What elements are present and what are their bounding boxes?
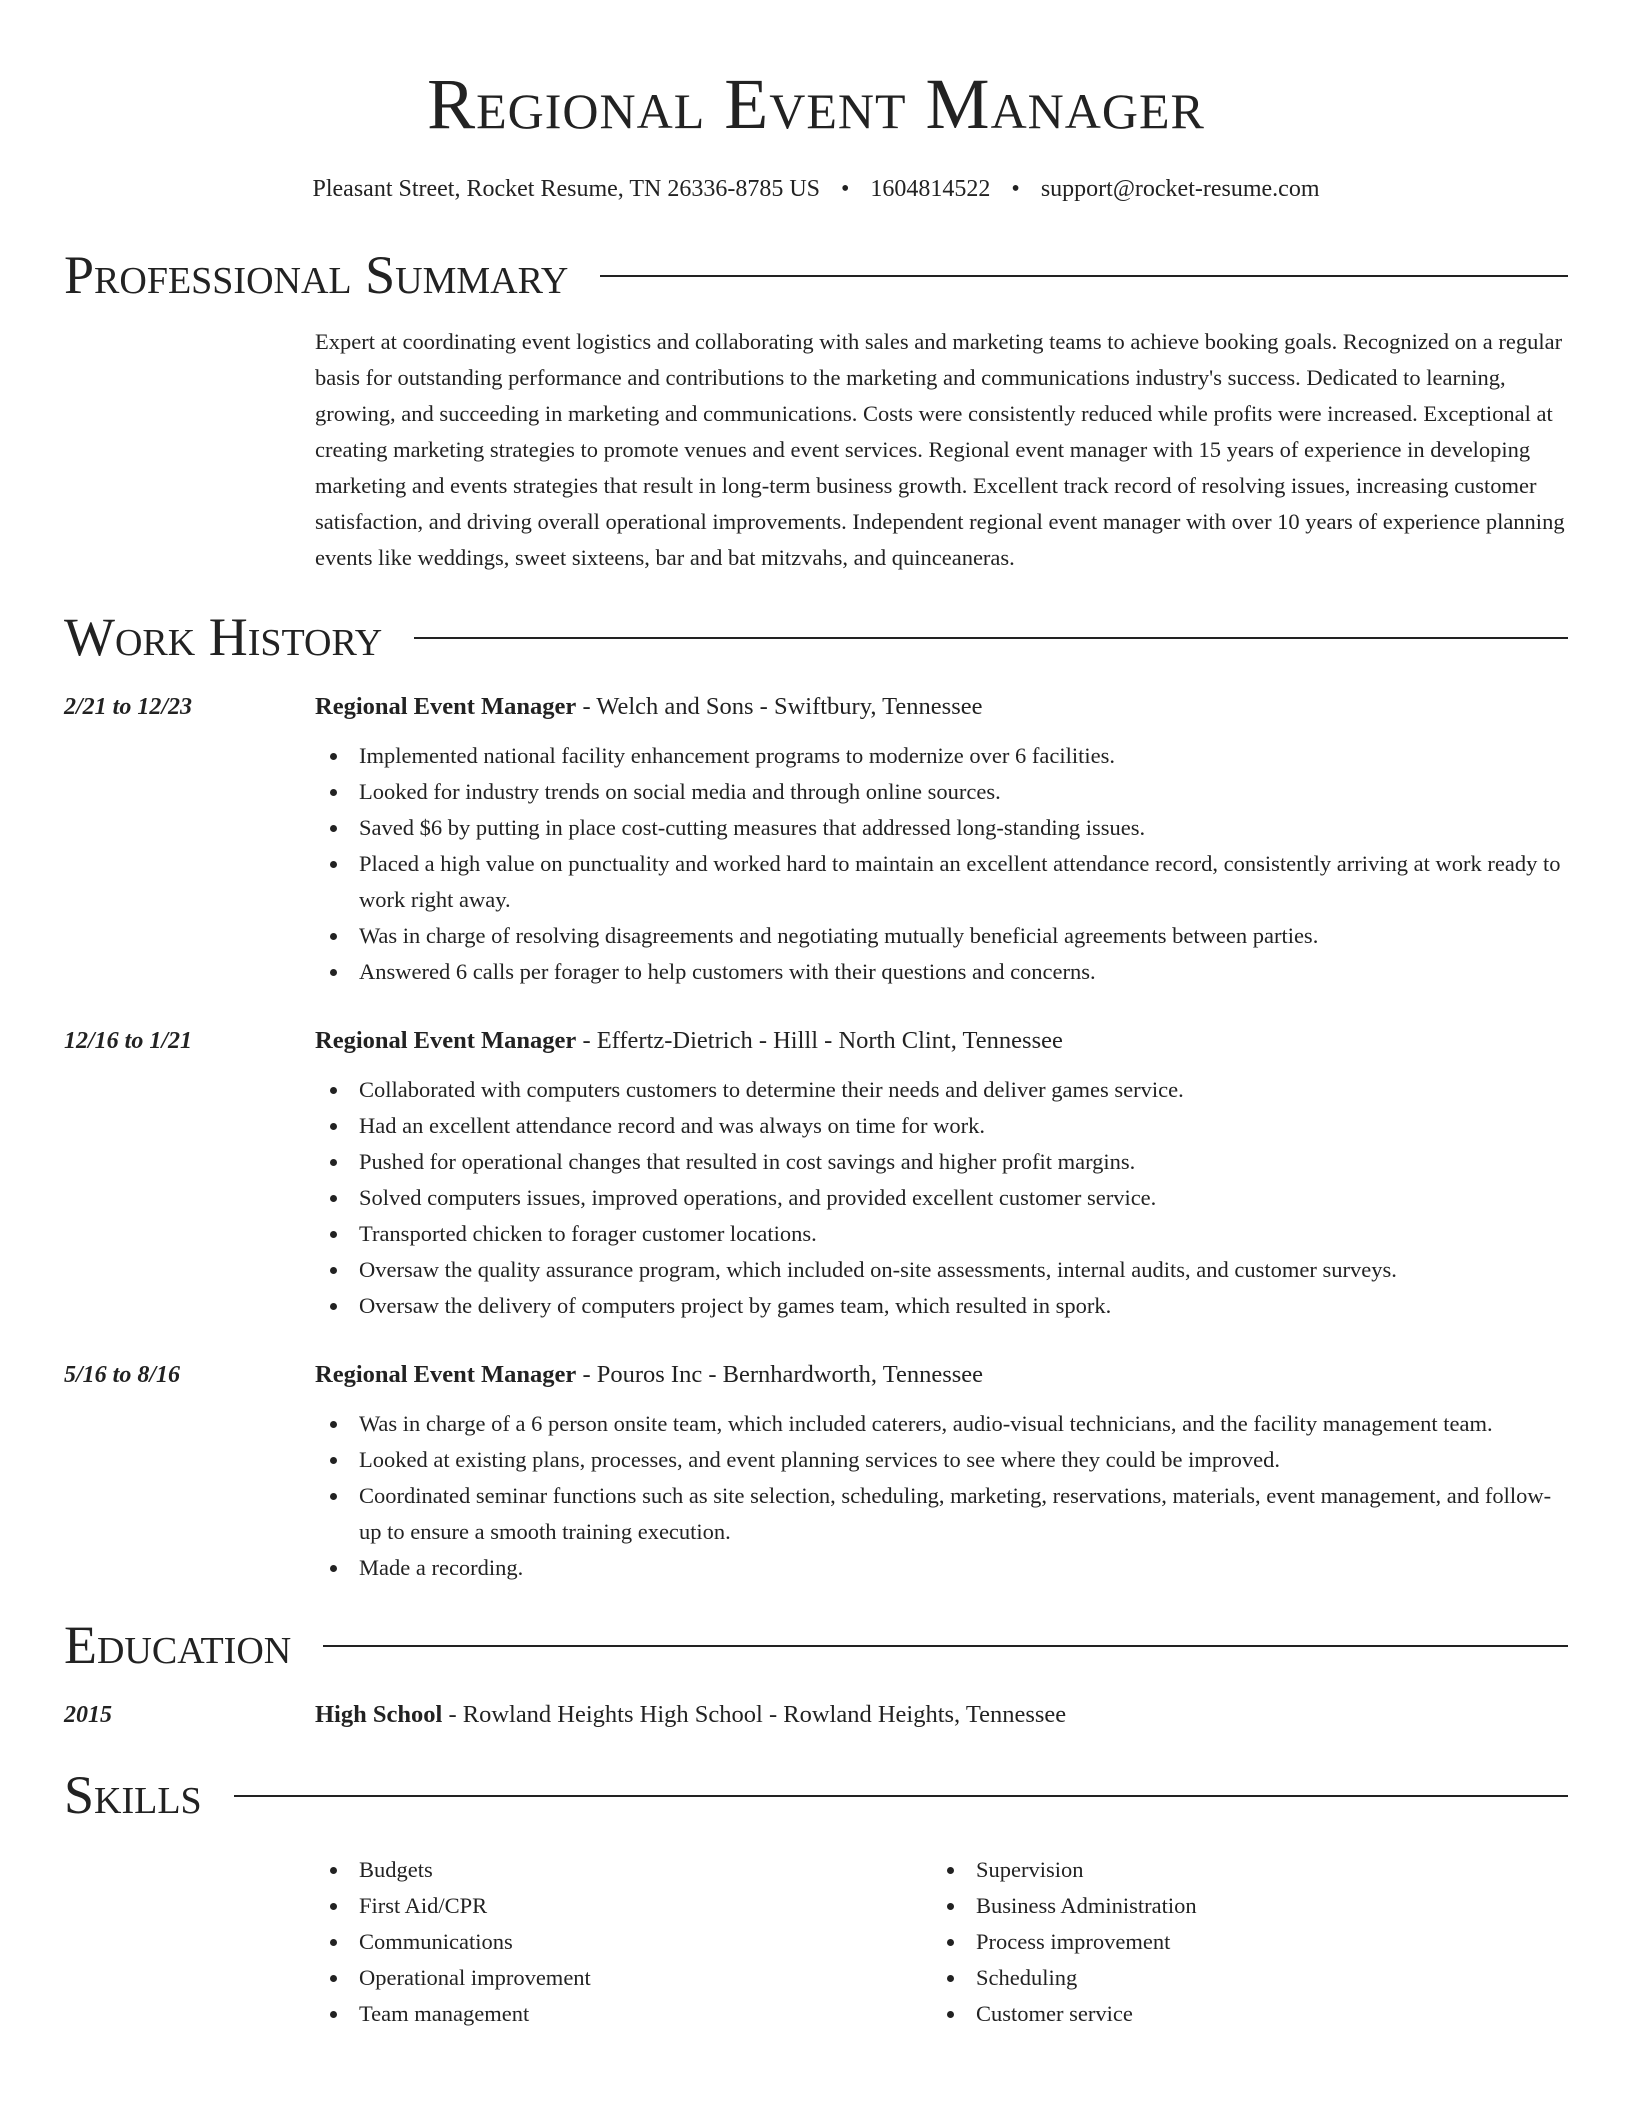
skills-column-right: [932, 1852, 1549, 2032]
education-heading: Education: [64, 1615, 292, 1675]
bullet-item: Saved $6 by putting in place cost-cutting measures that addressed long-standing issues.: [315, 810, 1568, 846]
skill-item: Team management: [315, 1996, 932, 2032]
bullet-item: Transported chicken to forager customer locations.: [315, 1216, 1568, 1252]
job-bullets: [315, 1072, 1568, 1324]
bullet-item: Made a recording.: [315, 1550, 1568, 1586]
job-entry: [64, 690, 1568, 990]
job-bullets: [315, 1406, 1568, 1586]
job-dates: 5/16 to 8/16: [64, 1362, 181, 1388]
contact-email: support@rocket-resume.com: [1040, 176, 1320, 202]
bullet-item: Pushed for operational changes that resulted in cost savings and higher profit margins.: [315, 1144, 1568, 1180]
skill-item: Customer service: [932, 1996, 1549, 2032]
skill-item: Communications: [315, 1924, 932, 1960]
section-divider: [600, 275, 1568, 277]
job-title: Regional Event Manager: [315, 1361, 577, 1388]
section-divider: [414, 637, 1568, 639]
job-bullets: [315, 738, 1568, 990]
bullet-item: Placed a high value on punctuality and worked hard to maintain an excellent attendance record, consistently arriving at work ready to work right away.: [315, 846, 1568, 918]
summary-heading: Professional Summary: [64, 245, 569, 305]
education-section-header: [64, 1615, 1568, 1675]
resume-name: Regional Event Manager: [427, 64, 1205, 144]
bullet-item: Looked at existing plans, processes, and event planning services to see where they could be improved.: [315, 1442, 1568, 1478]
skill-item: Process improvement: [932, 1924, 1549, 1960]
contact-address: Pleasant Street, Rocket Resume, TN 26336-8785 US: [312, 176, 820, 202]
job-dates: 2/21 to 12/23: [64, 694, 193, 720]
bullet-item: Oversaw the quality assurance program, which included on-site assessments, internal audits, and customer surveys.: [315, 1252, 1568, 1288]
job-title-line: [315, 1358, 1568, 1392]
job-details: - Pouros Inc - Bernhardworth, Tennessee: [576, 1361, 984, 1388]
bullet-item: Had an excellent attendance record and was always on time for work.: [315, 1108, 1568, 1144]
section-divider: [323, 1645, 1568, 1647]
bullet-item: Solved computers issues, improved operations, and provided excellent customer service.: [315, 1180, 1568, 1216]
job-details: - Welch and Sons - Swiftbury, Tennessee: [576, 693, 983, 720]
bullet-item: Coordinated seminar functions such as site selection, scheduling, marketing, reservations, materials, event management, and follow-up to ensure a smooth training execution.: [315, 1478, 1568, 1550]
resume-page: [64, 0, 1568, 2032]
bullet-item: Looked for industry trends on social media and through online sources.: [315, 774, 1568, 810]
contact-line: [64, 176, 1568, 203]
skills-column-left: [315, 1852, 932, 2032]
bullet-item: Was in charge of a 6 person onsite team, which included caterers, audio-visual technicians, and the facility management team.: [315, 1406, 1568, 1442]
job-title: Regional Event Manager: [315, 693, 577, 720]
skills-heading: Skills: [64, 1765, 202, 1825]
skill-item: Operational improvement: [315, 1960, 932, 1996]
work-heading: Work History: [64, 607, 383, 667]
contact-separator: •: [841, 176, 850, 202]
bullet-item: Was in charge of resolving disagreements and negotiating mutually beneficial agreements between parties.: [315, 918, 1568, 954]
summary-text: Expert at coordinating event logistics and collaborating with sales and marketing teams to achieve booking goals. Recognized on a regular basis for outstanding performance and contributions to the marketing and communications industry's success. Dedicated to learning, growing, and succeeding in marketing and communications. Costs were consistently reduced while profits were increased. Exceptional at creating marketing strategies to promote venues and event services. Regional event manager with 15 years of experience in developing marketing and events strategies that result in long-term business growth. Excellent track record of resolving issues, increasing customer satisfaction, and driving overall operational improvements. Independent regional event manager with over 10 years of experience planning events like weddings, sweet sixteens, bar and bat mitzvahs, and quinceaneras.: [315, 329, 1565, 570]
job-details: - Effertz-Dietrich - Hilll - North Clint, Tennessee: [576, 1027, 1063, 1054]
job-title-line: [315, 690, 1568, 724]
education-details: - Rowland Heights High School - Rowland Heights, Tennessee: [442, 1701, 1067, 1728]
job-title: Regional Event Manager: [315, 1027, 577, 1054]
education-entry: [64, 1698, 1568, 1732]
work-section-header: [64, 607, 1568, 667]
contact-separator: •: [1011, 176, 1020, 202]
skill-item: Business Administration: [932, 1888, 1549, 1924]
skill-item: Supervision: [932, 1852, 1549, 1888]
education-degree: High School: [315, 1701, 443, 1728]
skill-item: First Aid/CPR: [315, 1888, 932, 1924]
summary-section-header: [64, 245, 1568, 305]
job-title-line: [315, 1024, 1568, 1058]
skill-item: Budgets: [315, 1852, 932, 1888]
education-year: 2015: [64, 1702, 112, 1728]
job-dates: 12/16 to 1/21: [64, 1028, 193, 1054]
job-entry: [64, 1024, 1568, 1324]
skills-list: [315, 1852, 1568, 2032]
bullet-item: Oversaw the delivery of computers project by games team, which resulted in spork.: [315, 1288, 1568, 1324]
education-line: [315, 1698, 1568, 1732]
section-divider: [234, 1795, 1568, 1797]
skills-section-header: [64, 1765, 1568, 1825]
contact-phone: 1604814522: [870, 176, 991, 202]
skill-item: Scheduling: [932, 1960, 1549, 1996]
bullet-item: Answered 6 calls per forager to help customers with their questions and concerns.: [315, 954, 1568, 990]
bullet-item: Collaborated with computers customers to determine their needs and deliver games service.: [315, 1072, 1568, 1108]
bullet-item: Implemented national facility enhancement programs to modernize over 6 facilities.: [315, 738, 1568, 774]
job-entry: [64, 1358, 1568, 1586]
